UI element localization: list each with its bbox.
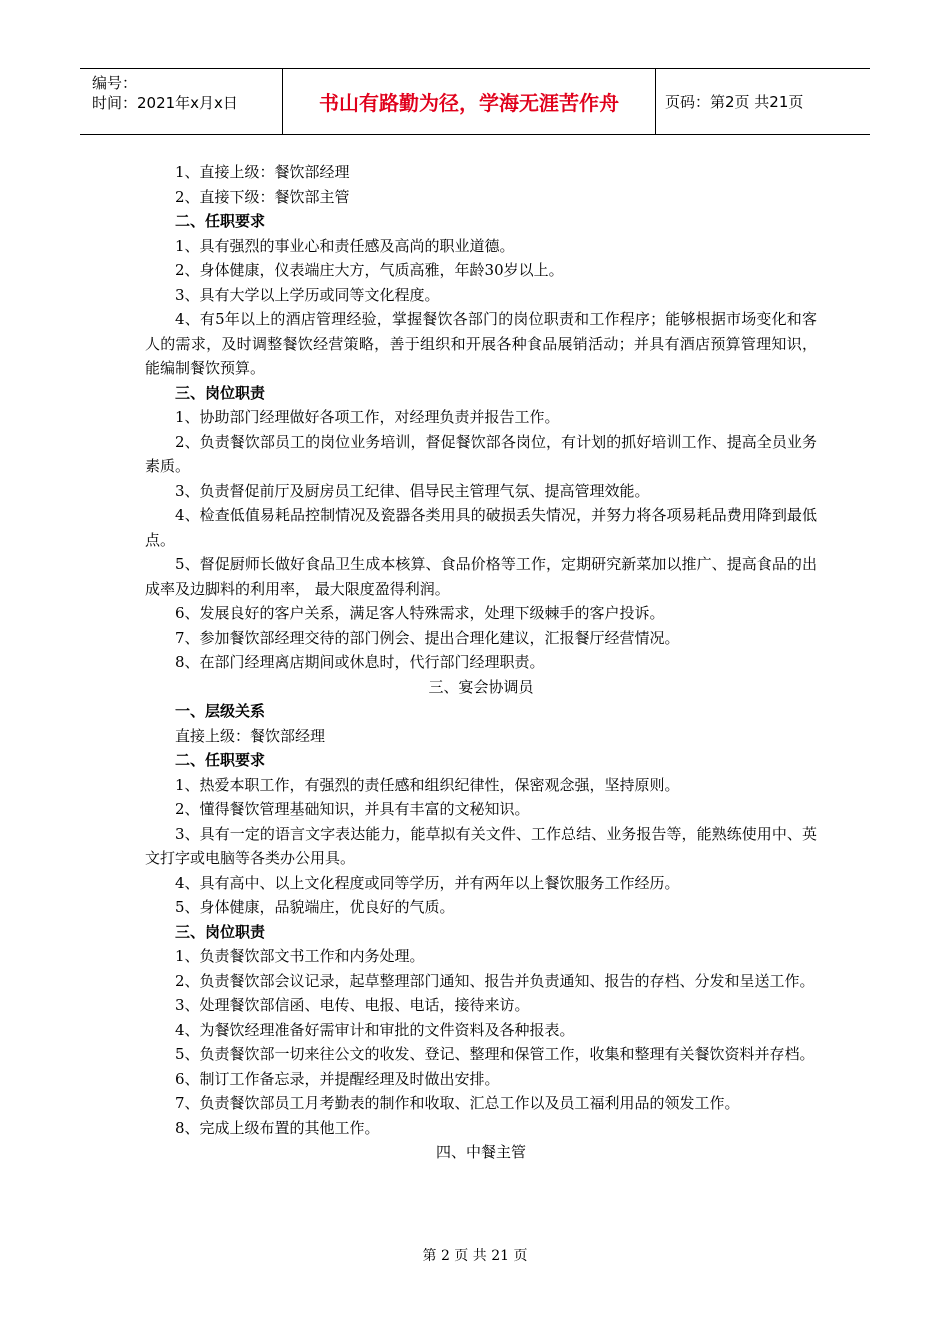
header-meta xyxy=(80,69,283,134)
paragraph: 8、完成上级布置的其他工作。 xyxy=(175,1118,380,1137)
paragraph: 5、身体健康，品貌端庄，优良好的气质。 xyxy=(175,898,455,916)
document-time-label: 时间：2021年x月x日 xyxy=(92,94,238,112)
page-footer: 第 2 页 共 21 页 xyxy=(422,1248,528,1264)
paragraph: 2、直接下级：餐饮部主管 xyxy=(175,187,350,206)
paragraph: 2、懂得餐饮管理基础知识，并具有丰富的文秘知识。 xyxy=(175,800,530,818)
header-motto: 书山有路勤为径，学海无涯苦作舟 xyxy=(283,69,656,134)
paragraph: 1、直接上级：餐饮部经理 xyxy=(175,163,350,181)
section-heading: 三、岗位职责 xyxy=(175,922,266,941)
paragraph: 7、负责餐饮部员工月考勤表的制作和收取、汇总工作以及员工福利用品的领发工作。 xyxy=(175,1094,740,1112)
section-heading: 一、层级关系 xyxy=(175,702,266,720)
section-heading: 二、任职要求 xyxy=(175,751,266,769)
paragraph: 3、负责督促前厅及厨房员工纪律、倡导民主管理气氛、提高管理效能。 xyxy=(175,481,650,500)
paragraph: 4、检查低值易耗品控制情况及瓷器各类用具的破损丢失情况，并努力将各项易耗品费用降到最低点。 xyxy=(145,506,817,549)
document-body xyxy=(145,160,817,1165)
paragraph: 1、协助部门经理做好各项工作，对经理负责并报告工作。 xyxy=(175,408,560,426)
paragraph: 8、在部门经理离店期间或休息时，代行部门经理职责。 xyxy=(175,653,545,671)
paragraph: 6、发展良好的客户关系，满足客人特殊需求，处理下级棘手的客户投诉。 xyxy=(175,604,665,622)
paragraph: 3、具有大学以上学历或同等文化程度。 xyxy=(175,285,440,304)
paragraph: 7、参加餐饮部经理交待的部门例会、提出合理化建议，汇报餐厅经营情况。 xyxy=(175,628,680,647)
paragraph: 1、负责餐饮部文书工作和内务处理。 xyxy=(175,947,425,965)
page-header xyxy=(80,68,870,135)
paragraph: 5、督促厨师长做好食品卫生成本核算、食品价格等工作，定期研究新菜加以推广、提高食品的出成率及边脚料的利用率， 最大限度盈得利润。 xyxy=(145,555,817,598)
paragraph: 3、具有一定的语言文字表达能力，能草拟有关文件、工作总结、业务报告等，能熟练使用中、英文打字或电脑等各类办公用具。 xyxy=(145,824,817,867)
paragraph: 直接上级：餐饮部经理 xyxy=(175,726,326,745)
section-heading: 三、岗位职责 xyxy=(175,383,266,402)
paragraph: 4、为餐饮经理准备好需审计和审批的文件资料及各种报表。 xyxy=(175,1020,575,1039)
paragraph: 3、处理餐饮部信函、电传、电报、电话，接待来访。 xyxy=(175,996,530,1014)
paragraph: 6、制订工作备忘录，并提醒经理及时做出安排。 xyxy=(175,1069,500,1088)
paragraph: 1、热爱本职工作，有强烈的责任感和组织纪律性，保密观念强，坚持原则。 xyxy=(175,775,680,794)
paragraph: 4、有5年以上的酒店管理经验，掌握餐饮各部门的岗位职责和工作程序；能够根据市场变化和客人的需求，及时调整餐饮经营策略，善于组织和开展各种食品展销活动；并具有酒店预算管理知识，能编制餐饮预算。 xyxy=(145,310,817,377)
section-heading: 二、任职要求 xyxy=(175,212,266,230)
chapter-title: 三、宴会协调员 xyxy=(428,677,534,696)
header-page-info: 页码：第2页 共21页 xyxy=(665,93,804,111)
paragraph: 5、负责餐饮部一切来往公文的收发、登记、整理和保管工作，收集和整理有关餐饮资料并存档。 xyxy=(175,1045,815,1063)
document-number-label: 编号： xyxy=(92,74,138,92)
paragraph: 2、负责餐饮部会议记录，起草整理部门通知、报告并负责通知、报告的存档、分发和呈送工作。 xyxy=(175,971,815,990)
paragraph: 2、身体健康，仪表端庄大方，气质高雅，年龄30岁以上。 xyxy=(175,261,564,279)
chapter-title: 四、中餐主管 xyxy=(435,1143,526,1161)
paragraph: 1、具有强烈的事业心和责任感及高尚的职业道德。 xyxy=(175,236,515,255)
paragraph: 4、具有高中、以上文化程度或同等学历，并有两年以上餐饮服务工作经历。 xyxy=(175,873,680,892)
paragraph: 2、负责餐饮部员工的岗位业务培训，督促餐饮部各岗位，有计划的抓好培训工作、提高全员业务素质。 xyxy=(145,432,817,475)
